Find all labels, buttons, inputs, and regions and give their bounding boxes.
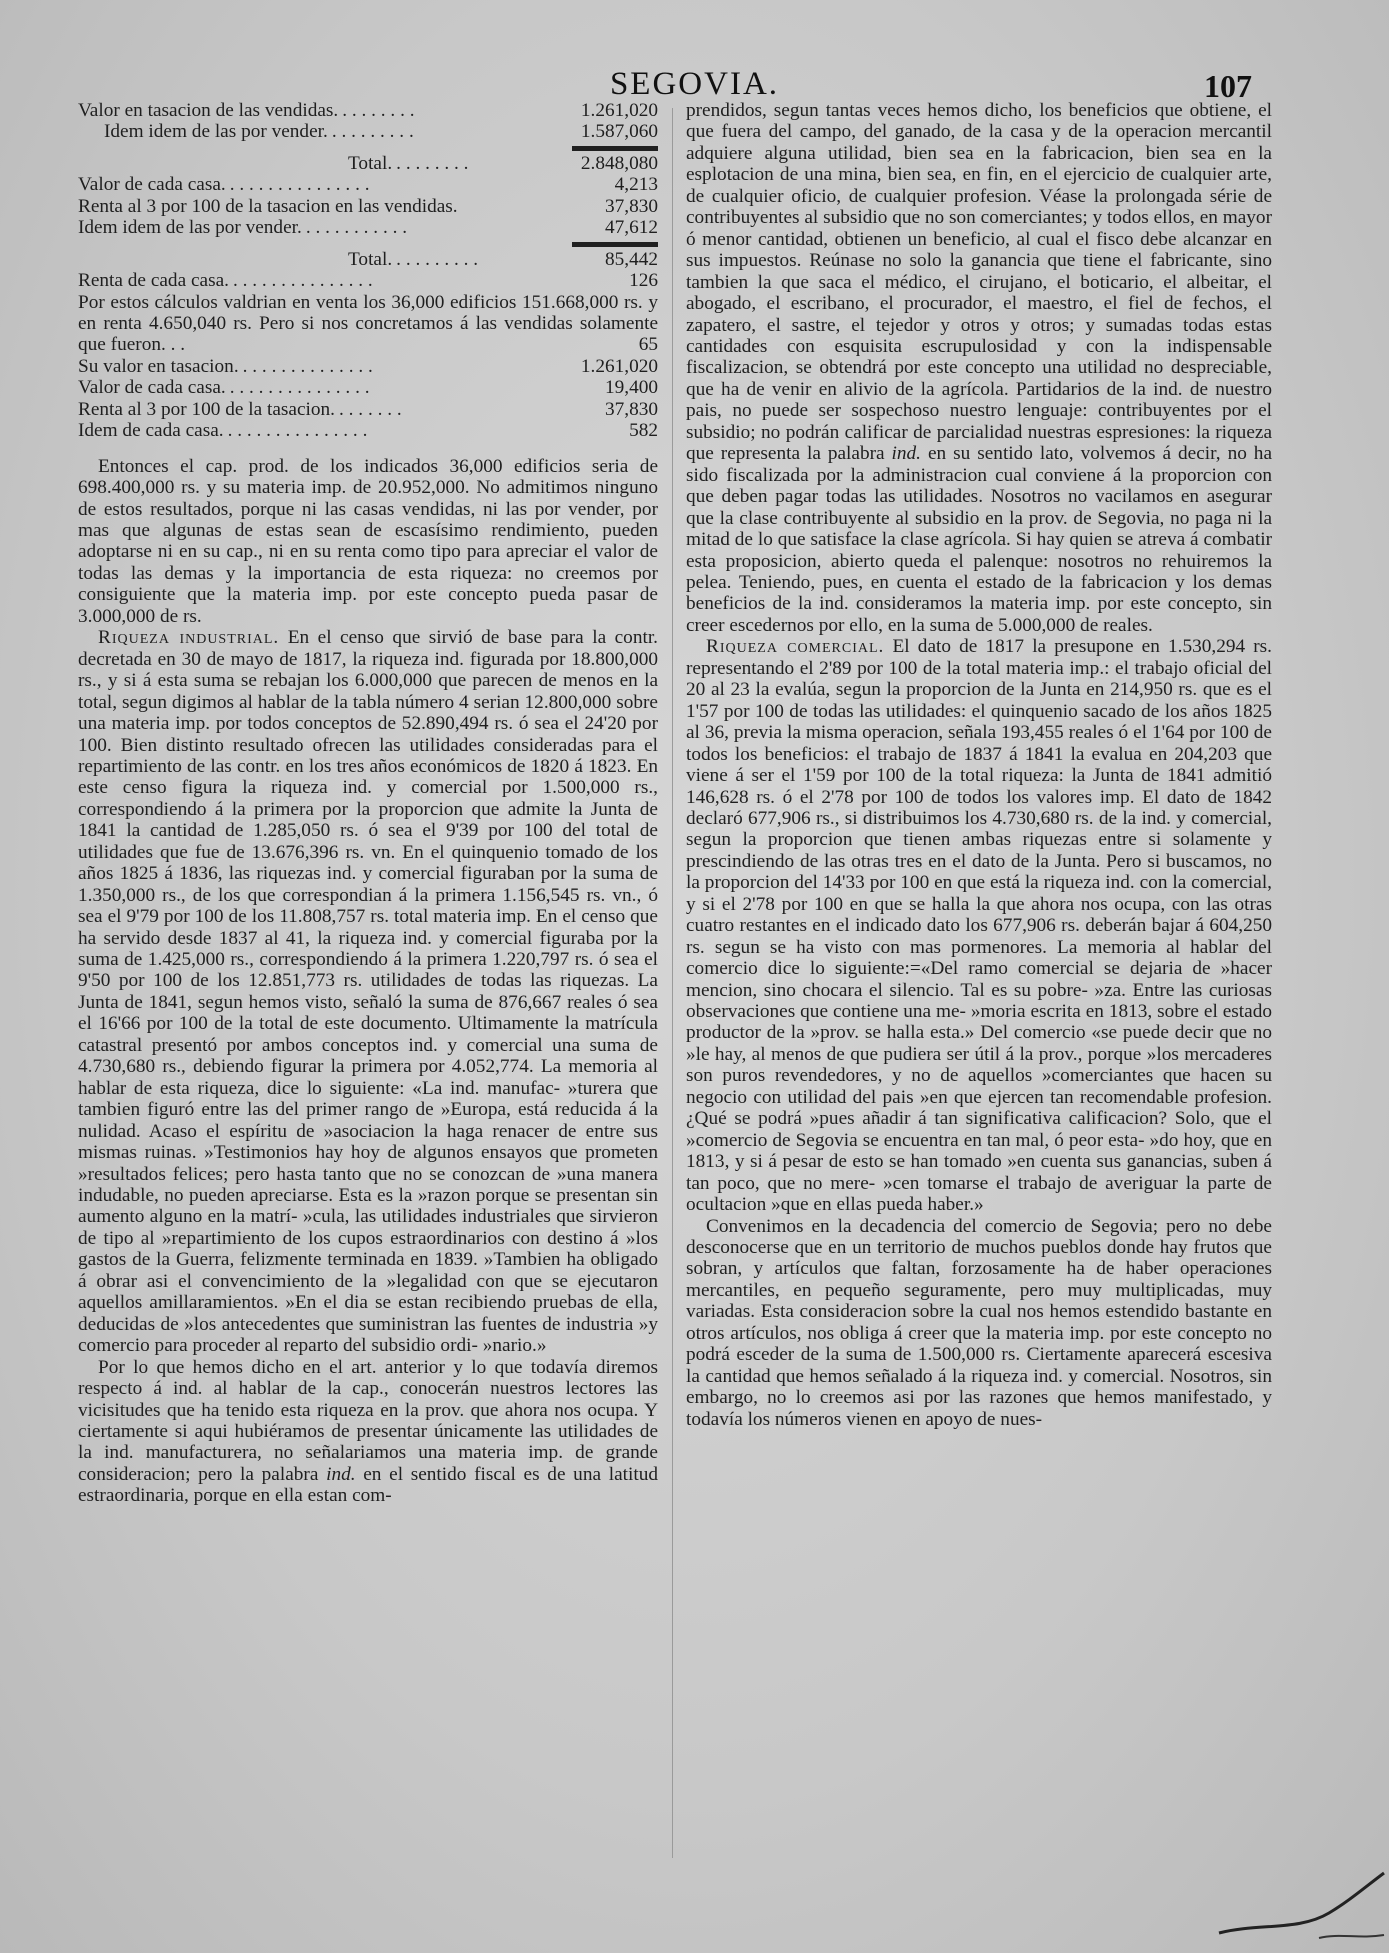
total-value: 85,442 (604, 248, 658, 270)
section-heading-industrial: Riqueza industrial. (98, 627, 280, 649)
row-value: 126 (629, 270, 658, 292)
body-paragraph: Entonces el cap. prod. de los indicados 36,000 edificios seria de 698.400,000 rs. y su materia imp. de 20.952,000. No admitimos ninguno de estos resultados, porque ni las casas vendidas, ni las por vender, por mas que algunas de estas sean de escasísimo rendimiento, pueden adoptarse ni en su cap., ni en su renta como tipo para apreciar el valor de todas las demas y la importancia de esta riqueza: no creemos por consiguiente que la materia imp. por este concepto pueda pasar de 3.000,000 de rs. (78, 455, 658, 627)
total-value: 2.848,080 (580, 152, 658, 174)
table-row (78, 196, 658, 217)
row-leader: . . . . . . . . . . . (305, 217, 408, 239)
body-paragraph (78, 1357, 658, 1507)
paragraph-text: en el sentido fiscal es de una latitud estraordinaria, porque en ella estan com- (78, 1463, 658, 1507)
row-label: Idem de cada casa. (78, 420, 224, 442)
table-row (78, 174, 658, 195)
row-leader: . . . . . . . . (342, 100, 415, 121)
row-label: Renta al 3 por 100 de la tasacion. (78, 398, 336, 420)
row-value: 37,830 (604, 195, 658, 217)
industrial-paragraph (78, 627, 658, 1356)
total-label: Total. (348, 152, 393, 174)
total-row (78, 249, 658, 270)
value-table-4 (78, 356, 658, 442)
paragraph-text: Por lo que hemos dicho en el art. anterior y lo que todavía diremos respecto á ind. al hablar de la cap., conocerán nuestros lectores las vicisitudes que ha tenido esta riqueza en la prov. que ahora nos ocupa. Y ciertamente si aqui hubiéramos de presentar únicamente las utilidades de la ind. manufacturera, no señalariamos una materia imp. de grande consideracion; pero la palabra (78, 1356, 658, 1485)
row-leader: . . . . . . . . . . . . . . . (227, 420, 368, 442)
ink-flourish-mark (1199, 1843, 1389, 1953)
spacer (78, 442, 658, 456)
row-leader: . . . . . . . . . . . . . . . (229, 377, 370, 399)
row-label: Su valor en tasacion. (78, 355, 239, 377)
row-label: Valor en tasacion de las vendidas. (78, 100, 339, 121)
table-row (78, 217, 658, 238)
commercial-paragraph (686, 636, 1272, 1215)
row-label: Valor de cada casa. (78, 377, 226, 399)
row-value: 1.261,020 (580, 100, 658, 121)
table-row (78, 420, 658, 441)
row-value: 19,400 (604, 377, 658, 399)
row-value: 1.261,020 (580, 355, 658, 377)
emphasis-text: ind. (891, 443, 922, 465)
page-header-title: SEGOVIA. (609, 66, 780, 102)
total-row (78, 153, 658, 174)
table-row (78, 399, 658, 420)
total-label: Total. (348, 248, 393, 270)
row-leader: . . . . . . . . . . . . . . (242, 355, 373, 377)
row-value: 4,213 (614, 174, 658, 196)
right-column (686, 100, 1272, 1430)
value-table-1 (78, 100, 658, 174)
row-leader: . . . . . . . . . (396, 248, 479, 270)
left-column (78, 100, 658, 1507)
row-leader: . . . . . . . (339, 398, 402, 420)
table-row (78, 356, 658, 377)
row-value: 582 (629, 420, 658, 442)
table-row (78, 377, 658, 398)
row-label: Idem idem de las por vender. (104, 121, 328, 143)
sum-rule (572, 146, 658, 151)
commercial-text: El dato de 1817 la presupone en 1.530,294 rs. representando el 2'89 por 100 de la total materia imp.: el trabajo oficial del 20 al 23 la evalúa, segun la proporcion de la Junta en 214,950 rs. que es el 1'57 por 100 de todas las utilidades: el quinquenio sacado de los años 1825 al 36, previa la misma operacion, señala 193,455 reales ó el 1'64 por 100 de todos los beneficios: el trabajo de 1837 á 1841 la evalua en 204,203 que viene á ser el 1'59 por 100 de la total riqueza: la Junta de 1841 admitió 146,628 rs. ó el 2'78 por 100 de todos los valores imp. El dato de 1842 declaró 677,906 rs., si distribuimos los 4.730,680 rs. de la ind. y comercial, segun la proporcion que tienen ambas riquezas entre si solamente y prescindiendo de las otras tres en el dato de la Junta. Pero si buscamos, no la proporcion del 14'33 por 100 en que está la riqueza ind. con la comercial, y si el 2'78 por 100 en que se halla la que ahora nos ocupa, con las otras cuatro restantes en el indicado dato los 677,906 rs. deberán bajar á 604,250 rs. segun se ha visto con mas pormenores. La memoria al hablar del comercio dice lo siguiente:=«Del ramo comercial se dejaria de »hacer mencion, sino chocara el silencio. Tal es su pobre- »za. Entre las curiosas observaciones que contiene una me- »moria escrita en 1813, sobre el estado productor de la »prov. se halla esta.» Del comercio «se puede decir que no »le hay, al menos de que pudiera ser útil á la prov., porque »los mercaderes son puros revendedores, y no de aquellos »comerciantes que hacen su negocio con utilidad del pais »en que ejercen tan recomendable profesion. ¿Qué se podrá »pues añadir á tan significativa calificacion? Solo, que el »comercio de Segovia se encuentra en tan mal, ó peor esta- »do hoy, que en 1813, y si á pesar de esto se han tomado »en cuenta sus ganancias, suben á tan poco, que no mere- »cen tomarse el trabajo de averiguar la parte de ocultacion »que en ellas pueda haber.» (686, 636, 1272, 1216)
row-leader: . . . . . . . . (396, 152, 469, 174)
value-table-2 (78, 174, 658, 291)
table-row (78, 121, 658, 142)
section-heading-commercial: Riqueza comercial. (706, 636, 885, 658)
calculation-value: 65 (638, 334, 658, 356)
row-leader: . . . . . . . . . . . . . . . (232, 270, 373, 292)
industrial-text: En el censo que sirvió de base para la contr. decretada en 30 de mayo de 1817, la riqueza ind. figurada por 18.800,000 rs., y si á esta suma se rebajan los 6.000,000 que parecen de menos en la total, segun digimos al hablar de la tabla número 4 serian 12.800,000 sobre una materia imp. por todos conceptos de 52.890,494 rs. ó sea el 24'20 por 100. Bien distinto resultado ofrecen las utilidades consideradas para el repartimiento de las contr. en los tres años económicos de 1820 á 1823. En este censo figura la riqueza ind. y comercial por 1.500,000 rs., correspondiendo á la primera por la proporcion que admite la Junta de 1841 la cantidad de 1.285,050 rs. ó sea el 9'39 por 100 del total de utilidades que fue de 13.676,396 rs. vn. En el quinquenio tomado de los años 1825 á 1836, las riquezas ind. y comercial figuraban por la suma de 1.350,000 rs., de los que correspondian á la primera 1.156,545 rs. vn., ó sea el 9'79 por 100 de los 11.808,757 rs. total materia imp. En el censo que ha servido desde 1837 al 41, la riqueza ind. y comercial figuraba por la suma de 1.425,000 rs., correspondiendo á la primera 1.220,797 rs. ó sea el 9'50 por 100 de los 12.851,773 rs. utilidades de todas las riquezas. La Junta de 1841, segun hemos visto, señaló la suma de 876,667 reales ó sea el 16'66 por 100 de la total de este documento. Ultimamente la matrícula catastral presentó por ambos conceptos ind. y comercial una suma de 4.730,680 rs., debiendo figurar la primera por 4.052,774. La memoria al hablar de esta riqueza, dice lo siguiente: «La ind. manufac- »turera que tambien figuró entre las del primer rango de »Europa, está reducida á la nulidad. Acaso el espíritu de »asociacion la haga renacer de entre sus mismas ruinas. »Testimonios hay hoy de algunos ensayos que prometen »resultados felices; pero hasta tanto que no se conozcan de »una manera indudable, no pueden apreciarse. Esta es la »razon porque se presentan sin aumento alguno en la matrí- »cula, las utilidades industriales que sirvieron de tipo al »repartimiento de los cupos estraordinarios con destino á »los gastos de la Guerra, felizmente terminada en 1839. »Tambien ha obligado á obrar asi el convencimiento de la »legalidad con que se ejecutaron aquellos amillaramientos. »En el dia se estan recibiendo pruebas de ella, deducidas de »los antecedentes que suministran las fuentes de industria »y comercio para proceder al reparto del subsidio ordi- »nario.» (78, 627, 658, 1357)
row-label: Renta de cada casa. (78, 270, 229, 292)
calculation-paragraph (78, 292, 658, 356)
body-paragraph (686, 100, 1272, 636)
row-label: Valor de cada casa. (78, 174, 226, 196)
paragraph-text: en su sentido lato, volvemos á decir, no ha sido fiscalizada por la administracion cual conviene á la proporcion con que deben pagar todas las utilidades. Nosotros no vacilamos en asegurar que la clase contribuyente al subsidio en la prov. de Segovia, no paga ni la mitad de lo que satisface la clase agrícola. Si hay quien se atreva á combatir esta proposicion, abierto queda el palenque: nosotros no rehuiremos la pelea. Teniendo, pues, en cuenta el estado de la fabricacion y los demas beneficios de la ind. consideramos la materia imp. por este concepto, sin creer escedernos por ello, en la suma de 5.000,000 de reales. (686, 443, 1273, 636)
emphasis-text: ind. (326, 1463, 356, 1485)
row-value: 1.587,060 (580, 121, 658, 143)
table-row (78, 270, 658, 291)
body-paragraph: Convenimos en la decadencia del comercio de Segovia; pero no debe desconocerse que en un territorio de muchos pueblos donde hay frutos que sobran, y artículos que faltan, forzosamente ha de haber operaciones mercantiles, en pequeño seguramente, pero muy multiplicadas, muy variadas. Esta consideracion sobre la cual nos hemos estendido bastante en otros artículos, nos obliga á creer que la materia imp. por este concepto no podrá esceder de la suma de 1.500,000 rs. Ciertamente aparecerá escesiva la cantidad que hemos señalado á la riqueza ind. y comercial. Nosotros, sin embargo, no lo creemos asi por las razones que hemos manifestado, y todavía los números vienen en apoyo de nues- (686, 1215, 1272, 1430)
row-label: Idem idem de las por vender. (78, 217, 302, 239)
row-leader: . . . . . . . . . (331, 121, 414, 143)
row-label: Renta al 3 por 100 de la tasacion en las vendidas. (78, 195, 458, 217)
row-leader: . . . . . . . . . . . . . . . (229, 174, 370, 196)
column-divider (672, 108, 673, 1858)
sum-rule (572, 242, 658, 247)
calculation-text: Por estos cálculos valdrian en venta los 36,000 edificios 151.668,000 rs. y en renta 4.650,040 rs. Pero si nos concretamos á las vendidas solamente que fueron. . . (78, 291, 658, 356)
table-row (78, 100, 658, 121)
page-number: 107 (1204, 68, 1252, 104)
paragraph-text: prendidos, segun tantas veces hemos dicho, los beneficios que obtiene, el que fuera del campo, del ganado, de la casa y de la operacion mercantil adquiere alguna utilidad, bien sea en la fabricacion, bien sea en la esplotacion de una mina, bien sea, en fin, en el ejercicio de cualquier arte, de cualquier oficio, de cualquier profesion. Véase la prolongada série de contribuyentes al subsidio que no son comerciantes; y todos ellos, en mayor ó menor cantidad, obtienen un beneficio, al cual el fisco debe alcanzar en sus impuestos. Reúnase no solo la ganancia que tiene el fabricante, sino tambien la que saca el médico, el cirujano, el boticario, el albeitar, el abogado, el escribano, el procurador, el maestro, el fiel de fechos, el zapatero, el sastre, el tejedor y otros y otros; y sumadas todas estas cantidades con esquisita escrupulosidad y con la indispensable fiscalizacion, se obtendrá por este concepto una utilidad no despreciable, que ha de venir en alivio de la agrícola. Partidarios de la ind. de nuestro pais, no puede ser sospechoso nuestro lenguaje: contribuyentes por el subsidio; no podrán calificar de parcialidad nuestras espresiones: la riqueza que representa la palabra (686, 100, 1272, 465)
row-value: 47,612 (604, 217, 658, 239)
row-value: 37,830 (604, 398, 658, 420)
